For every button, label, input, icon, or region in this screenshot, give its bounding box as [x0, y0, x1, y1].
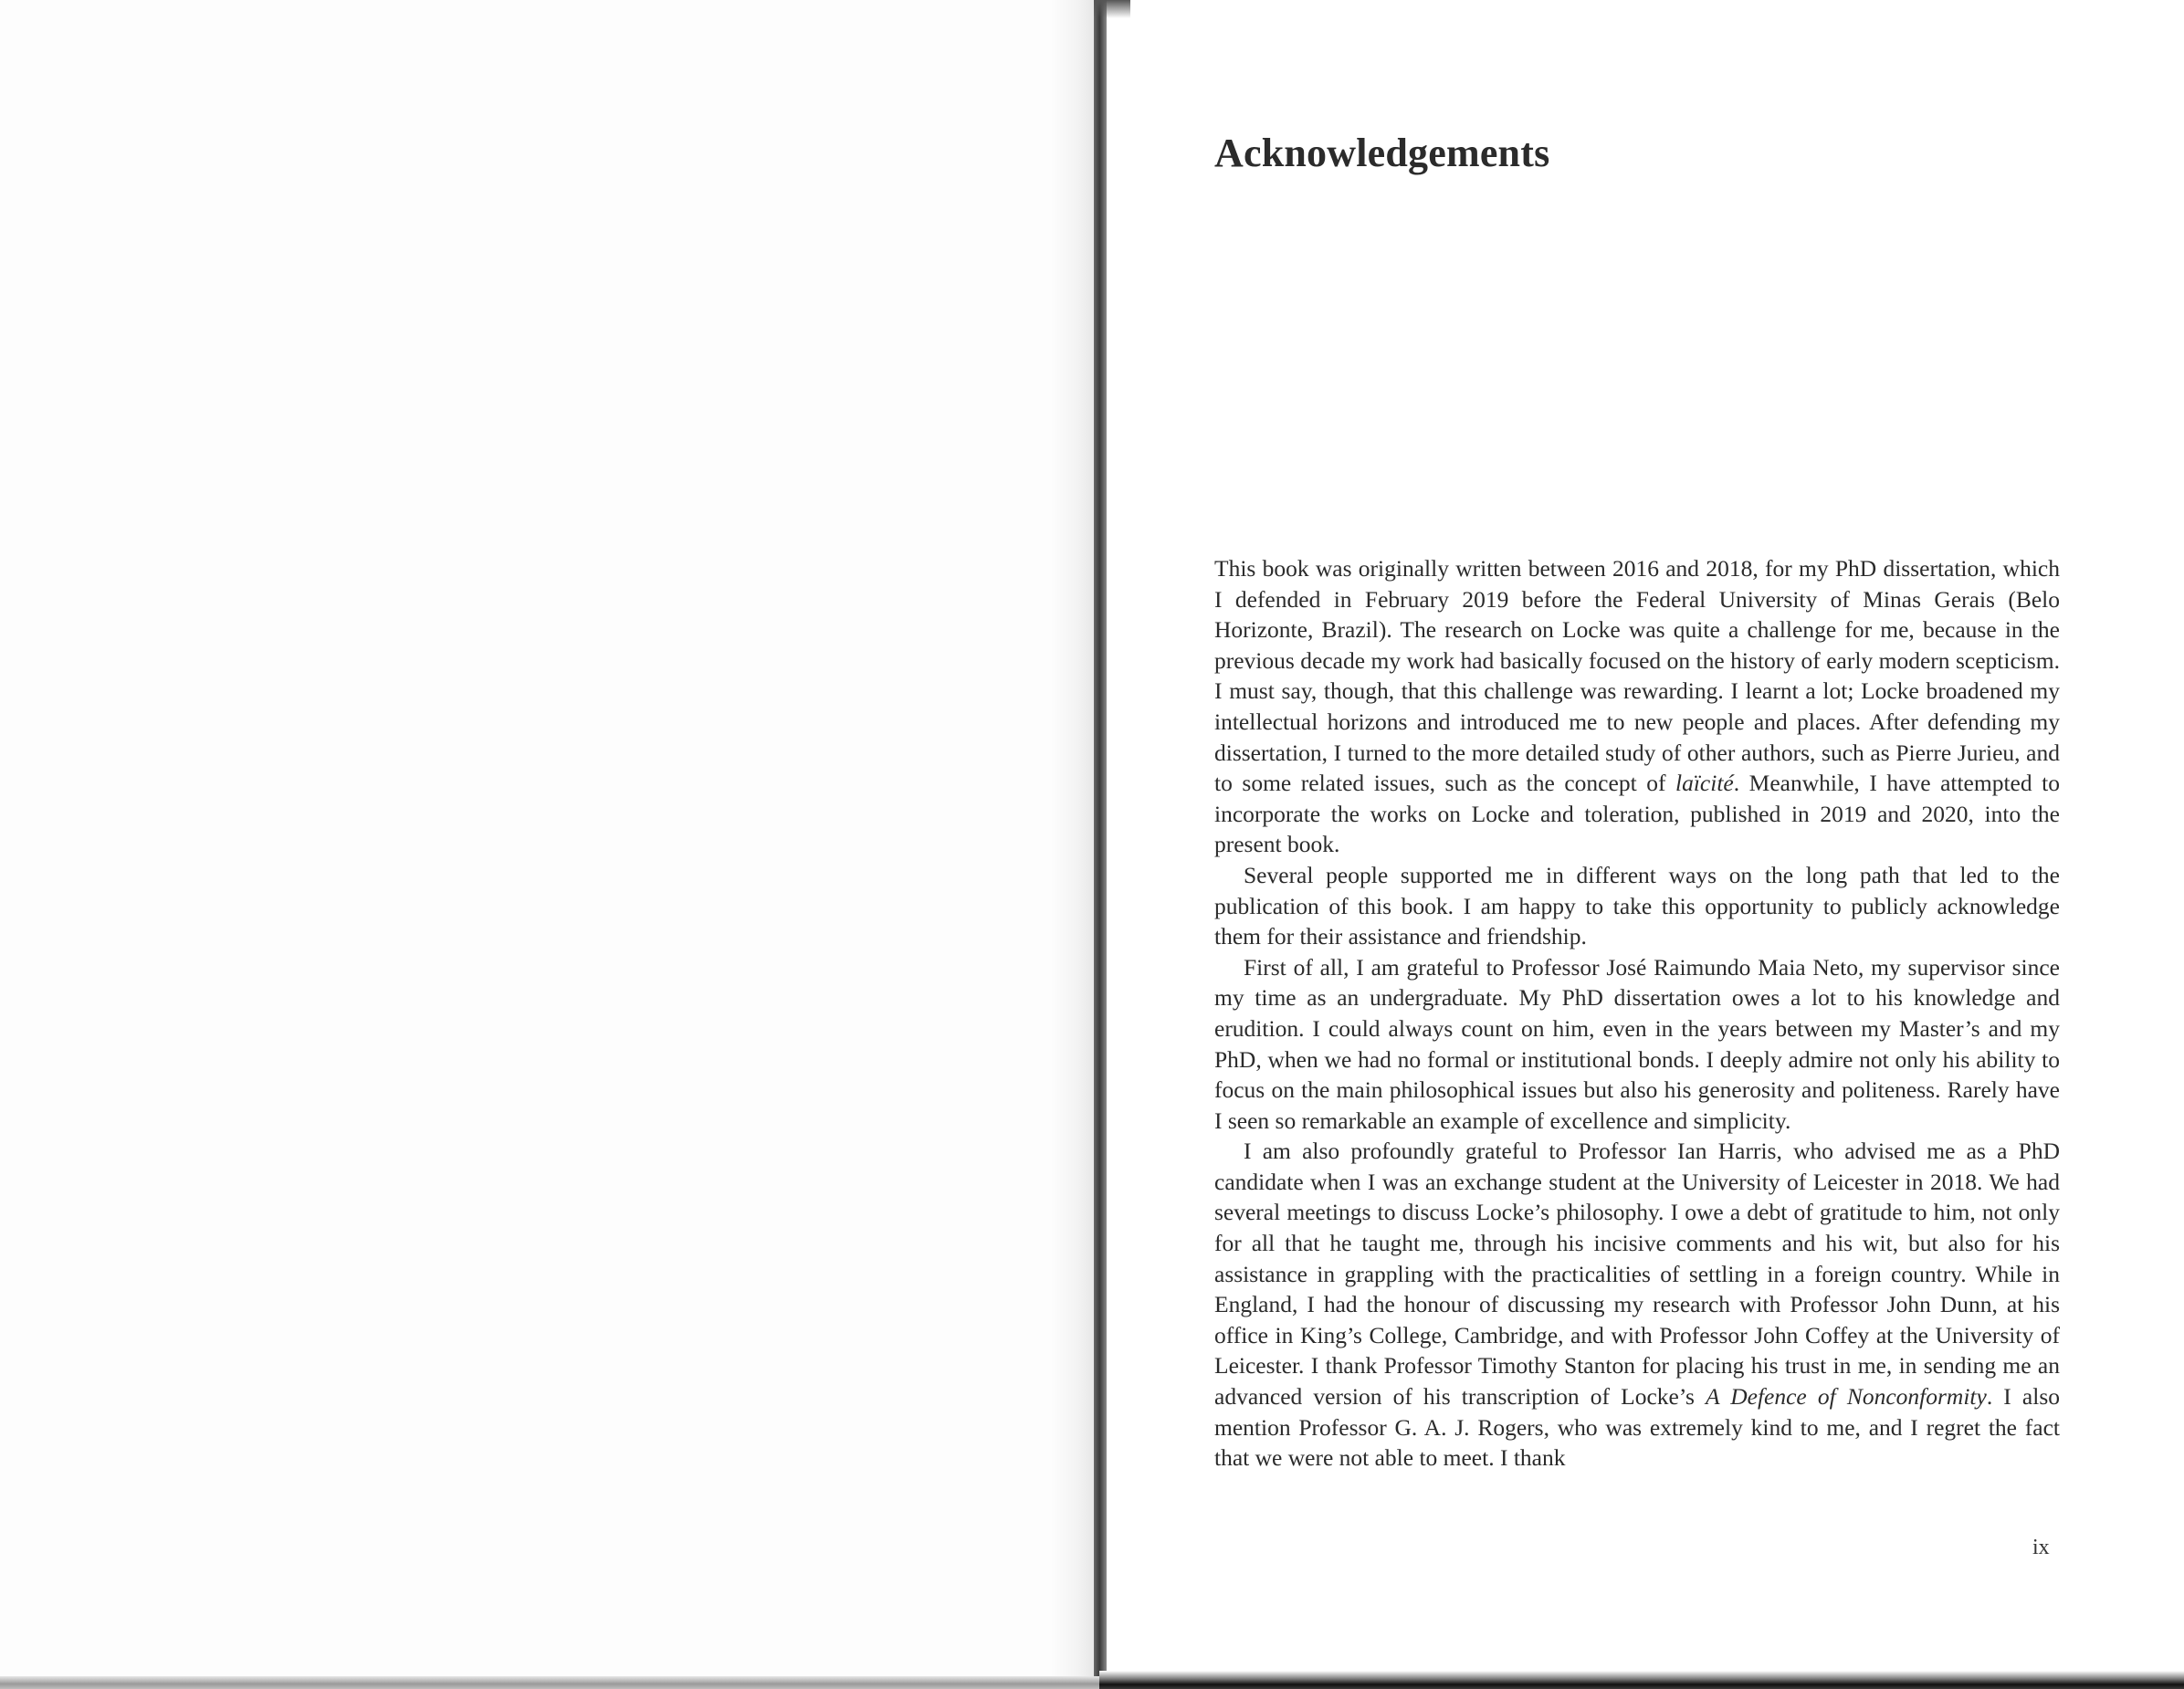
paragraph — [1214, 952, 2060, 1137]
text-segment: Several people supported me in different ways on the long path that led to the publication of this book. I am happy to take this opportunity to publicly acknowledge them for their assistance and friendship. — [1214, 861, 2060, 950]
paragraph — [1214, 860, 2060, 952]
paragraph — [1214, 1136, 2060, 1474]
gutter-shadow — [1050, 0, 1099, 1689]
page-title: Acknowledgements — [1214, 131, 1550, 175]
left-page-bottom-edge — [0, 1676, 1099, 1689]
text-segment: I am also profoundly grateful to Professor Ian Harris, who advised me as a PhD candidate when I was an exchange student at the University of Leicester in 2018. We had several meetings to discuss Locke’s philosophy. I owe a debt of gratitude to him, not only for all that he taught me, through his incisive comments and his wit, but also for his assistance in grappling with the practicalities of settling in a foreign country. While in England, I had the honour of discussing my research with Professor John Dunn, at his office in King’s College, Cambridge, and with Professor John Coffey at the University of Leicester. I thank Professor Timothy Stanton for placing his trust in me, in sending me an advanced version of his transcription of Locke’s — [1214, 1138, 2060, 1411]
text-segment: First of all, I am grateful to Professor José Raimundo Maia Neto, my supervisor since my time as an undergraduate. My PhD dissertation owes a lot to his knowledge and erudition. I could always count on him, even in the years between my Master’s and my PhD, when we had no formal or institutional bonds. I deeply admire not only his ability to focus on the main philosophical issues but also his generosity and politeness. Rarely have I seen so remarkable an example of excellence and simplicity. — [1214, 953, 2060, 1134]
italic-text: A Defence of Nonconformity — [1706, 1383, 1987, 1411]
italic-text: laïcité — [1675, 770, 1734, 797]
text-segment: . Meanwhile, I have attempted to incorporate the works on Locke and toleration, published in 2019 and 2020, into the present book. — [1214, 770, 2061, 858]
text-segment: . I also mention Professor G. A. J. Rogers, who was extremely kind to me, and I regret the fact that we were not able to meet. I thank — [1214, 1383, 2060, 1472]
paragraph — [1214, 553, 2060, 860]
page-number: ix — [2032, 1536, 2050, 1559]
right-page-bottom-edge — [1099, 1671, 2184, 1689]
text-segment: This book was originally written between 2016 and 2018, for my PhD dissertation, which I defended in February 2019 before the Federal University of Minas Gerais (Belo Horizonte, Brazil). The research on Locke was quite a challenge for me, because in the previous decade my work had basically focused on the history of early modern scepticism. I must say, though, that this challenge was rewarding. I learnt a lot; Locke broadened my intellectual horizons and introduced me to new people and places. After defending my dissertation, I turned to the more detailed study of other authors, such as Pierre Jurieu, and to some related issues, such as the concept of — [1214, 555, 2060, 797]
body-text — [1214, 553, 2060, 1474]
book-spine — [1094, 0, 1107, 1689]
spine-top-shadow — [1094, 0, 1130, 18]
